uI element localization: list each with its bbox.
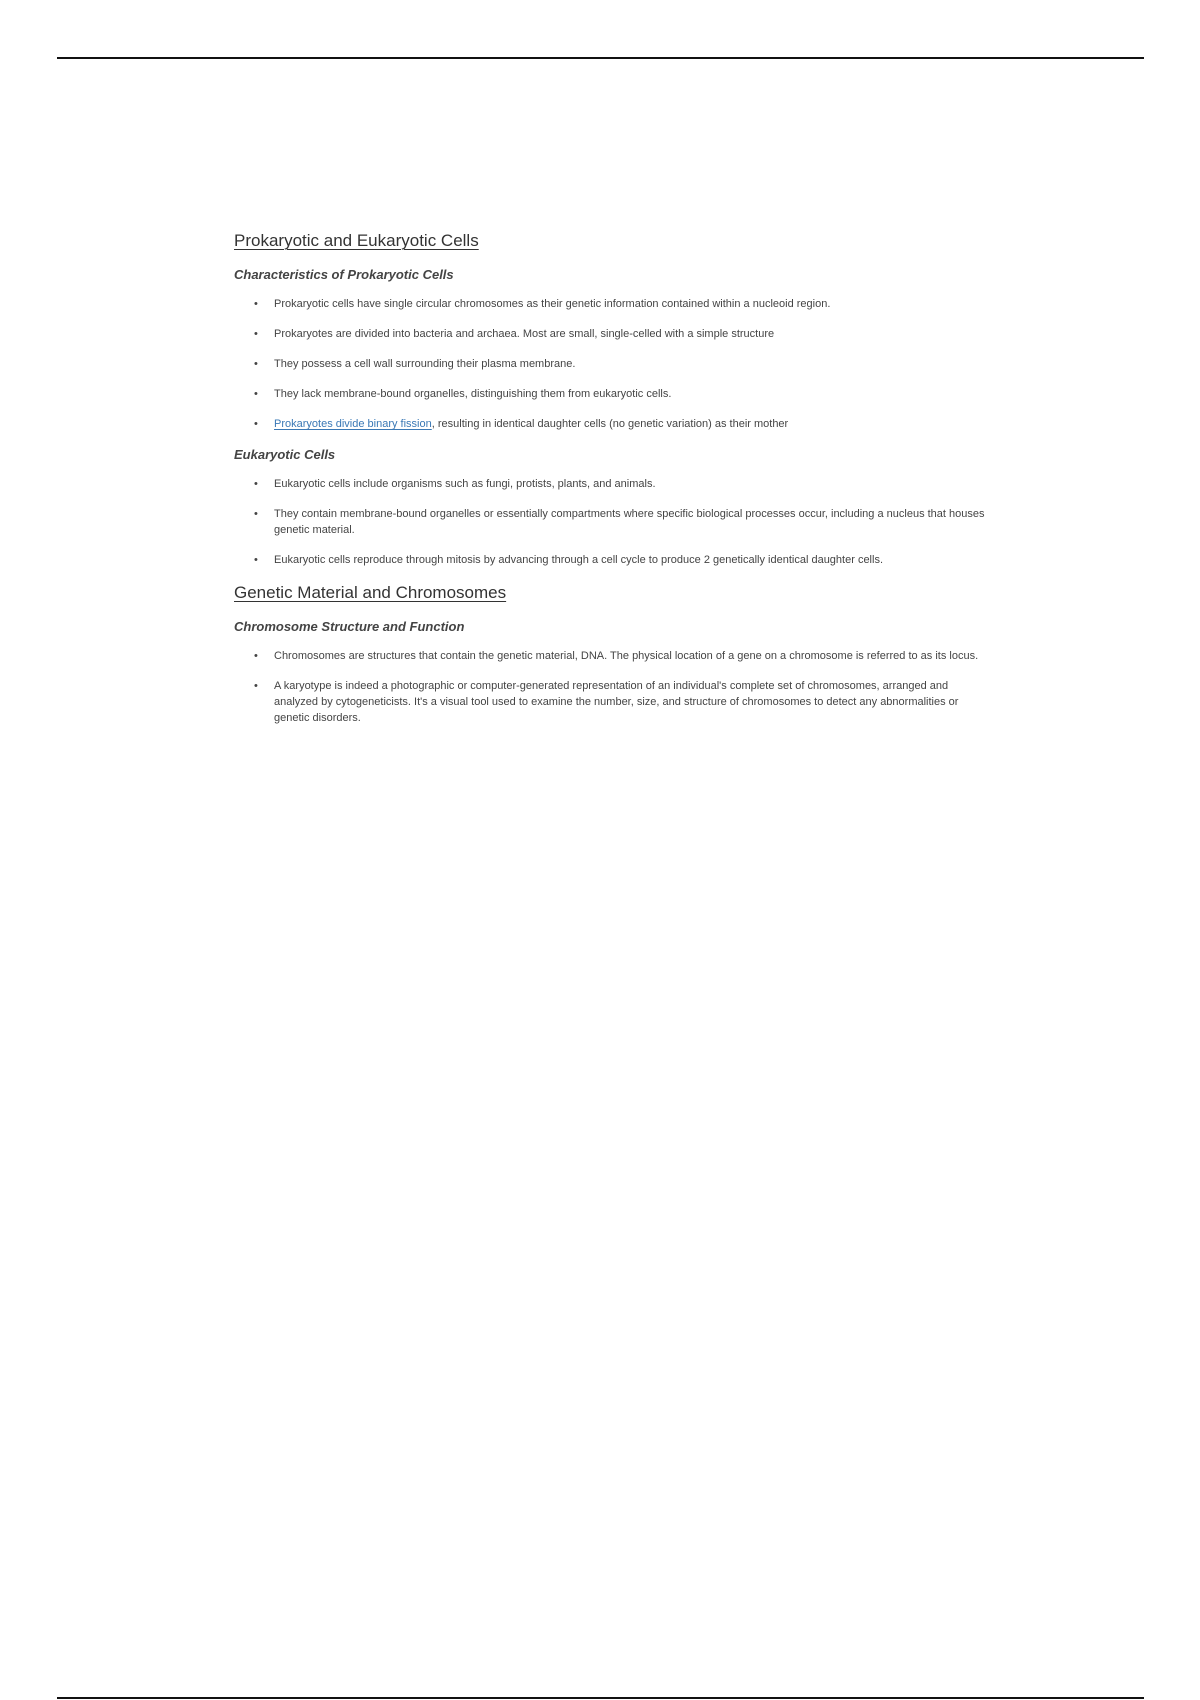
list-item xyxy=(254,356,994,372)
list-item xyxy=(254,506,994,538)
list-item xyxy=(254,326,994,342)
subheading-chromosome-structure: Chromosome Structure and Function xyxy=(234,619,465,634)
bullet-icon: • xyxy=(254,554,258,566)
list-item xyxy=(254,386,994,402)
list-item xyxy=(254,476,994,492)
bullet-icon: • xyxy=(254,650,258,662)
list-item-text: , resulting in identical daughter cells (no genetic variation) as their mother xyxy=(431,418,789,430)
bullet-icon: • xyxy=(254,388,258,400)
chromosome-bullet-list xyxy=(234,648,994,726)
top-page-rule xyxy=(57,57,1144,59)
list-item xyxy=(254,648,994,664)
list-item-text: Prokaryotes are divided into bacteria and archaea. Most are small, single-celled with a simple structure xyxy=(274,328,775,340)
list-item-text: A karyotype is indeed a photographic or computer-generated representation of an individual's complete set of chromosomes, arranged and analyzed by cytogeneticists. It's a visual tool used to examine the number, size, and structure of chromosomes to detect any abnormalities or genetic disorders. xyxy=(274,680,959,724)
prokaryotic-bullet-list xyxy=(234,296,994,432)
section-heading-prokaryotic-eukaryotic: Prokaryotic and Eukaryotic Cells xyxy=(234,231,479,250)
bottom-page-rule xyxy=(57,1697,1144,1699)
list-item-text: Chromosomes are structures that contain the genetic material, DNA. The physical location of a gene on a chromosome is referred to as its locus. xyxy=(274,650,979,662)
list-item xyxy=(254,416,994,432)
list-item-text: They possess a cell wall surrounding their plasma membrane. xyxy=(274,358,576,370)
eukaryotic-bullet-list xyxy=(234,476,994,568)
bullet-icon: • xyxy=(254,328,258,340)
section-heading-genetic-material: Genetic Material and Chromosomes xyxy=(234,583,507,602)
list-item-text: They contain membrane-bound organelles or essentially compartments where specific biological processes occur, including a nucleus that houses genetic material. xyxy=(274,508,985,536)
subheading-eukaryotic-cells: Eukaryotic Cells xyxy=(234,447,336,462)
list-item-text: Eukaryotic cells include organisms such as fungi, protists, plants, and animals. xyxy=(274,478,656,490)
list-item-text: Prokaryotic cells have single circular chromosomes as their genetic information contained within a nucleoid region. xyxy=(274,298,831,310)
binary-fission-link[interactable]: Prokaryotes divide binary fission xyxy=(274,418,432,430)
bullet-icon: • xyxy=(254,358,258,370)
document-body xyxy=(234,230,994,740)
bullet-icon: • xyxy=(254,418,258,430)
bullet-icon: • xyxy=(254,298,258,310)
list-item xyxy=(254,296,994,312)
list-item-text: Eukaryotic cells reproduce through mitosis by advancing through a cell cycle to produce 2 genetically identical daughter cells. xyxy=(274,554,884,566)
list-item xyxy=(254,678,994,726)
bullet-icon: • xyxy=(254,680,258,692)
bullet-icon: • xyxy=(254,508,258,520)
list-item-text: They lack membrane-bound organelles, distinguishing them from eukaryotic cells. xyxy=(274,388,672,400)
subheading-prokaryotic-characteristics: Characteristics of Prokaryotic Cells xyxy=(234,267,454,282)
list-item xyxy=(254,552,994,568)
bullet-icon: • xyxy=(254,478,258,490)
